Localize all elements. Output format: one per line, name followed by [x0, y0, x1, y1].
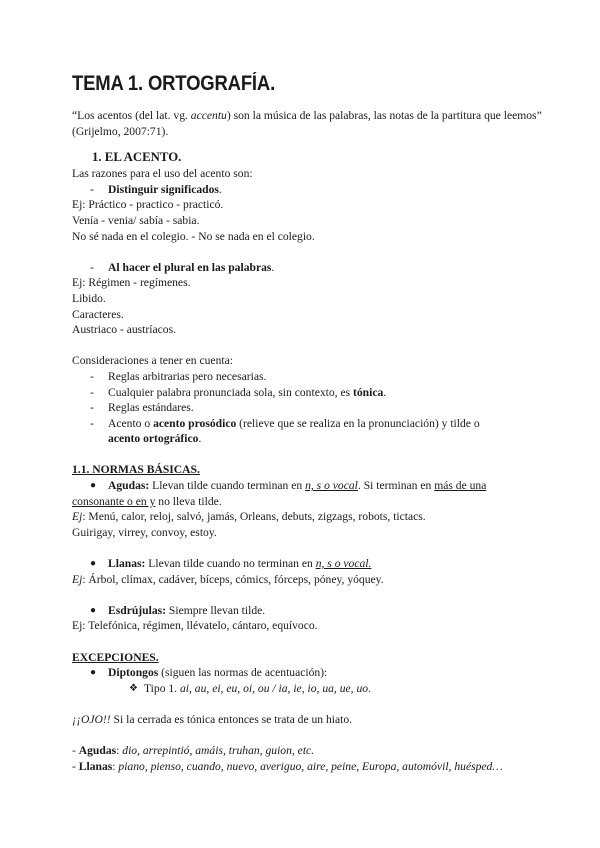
consideration-item: - Reglas arbitrarias pero necesarias.: [90, 369, 267, 383]
document-title: TEMA 1. ORTOGRAFÍA.: [72, 72, 276, 95]
rule-agudas-cont: consonante o en y no lleva tilde.: [72, 494, 222, 508]
agudas-examples: - Agudas: dio, arrepintió, amáis, truhan, guion, etc.: [72, 744, 315, 758]
example-line: Libido.: [72, 291, 106, 305]
rule-esdrujulas: ● Esdrújulas: Siempre llevan tilde.: [90, 603, 266, 617]
quote-citation: (Grijelmo, 2007:71).: [72, 124, 169, 138]
example-line: Ej: Árbol, clímax, cadáver, bíceps, cómics, fórceps, póney, yóquey.: [72, 572, 384, 586]
example-line: Ej: Menú, calor, reloj, salvó, jamás, Orleans, debuts, zigzags, robots, tictacs.: [72, 510, 426, 524]
warning-note: ¡¡OJO!! Si la cerrada es tónica entonces se trata de un hiato.: [72, 712, 353, 726]
reason-item: - Al hacer el plural en las palabras.: [90, 260, 275, 274]
example-line: Caracteres.: [72, 307, 124, 321]
consideration-item: - Reglas estándares.: [90, 401, 194, 415]
exception-diptongos: ● Diptongos (siguen las normas de acentuación):: [90, 666, 328, 680]
bullet-marker: ●: [90, 604, 97, 616]
example-line: Ej: Práctico - practico - practicó.: [72, 198, 224, 212]
llanas-examples: - Llanas: piano, pienso, cuando, nuevo, averiguo, aire, peine, Europa, automóvil, huésped…: [72, 759, 503, 773]
document-body: [72, 108, 542, 774]
reason-item: - Distinguir significados.: [90, 182, 222, 196]
dash-marker: -: [90, 182, 94, 196]
consideration-item: - Acento o acento prosódico (relieve que se realiza en la pronunciación) y tilde o acento ortográfico.: [90, 416, 480, 446]
intro-quote: “Los acentos (del lat. vg. accentu) son la música de las palabras, las notas de la partitura que leemos”: [72, 109, 542, 122]
diptongo-type: ❖ Tipo 1. ai, au, ei, eu, oi, ou / ia, ie, io, ua, ue, uo.: [129, 681, 371, 695]
rule-agudas: ● Agudas: Llevan tilde cuando terminan en n, s o vocal. Si terminan en más de una: [90, 479, 487, 493]
dash-marker: -: [90, 260, 94, 274]
considerations-intro: Consideraciones a tener en cuenta:: [72, 354, 233, 368]
bullet-marker: ●: [90, 558, 97, 570]
quote-term: accentu: [190, 109, 227, 122]
diamond-bullet-icon: ❖: [129, 682, 138, 694]
example-line: Venía - venia/ sabía - sabia.: [72, 213, 200, 227]
section-heading-acento: 1. EL ACENTO.: [92, 150, 182, 165]
section-heading-excepciones: EXCEPCIONES.: [72, 650, 159, 664]
bullet-marker: ●: [90, 667, 97, 679]
consideration-item: - Cualquier palabra pronunciada sola, sin contexto, es tónica.: [90, 385, 387, 399]
section-heading-normas: 1.1. NORMAS BÁSICAS.: [72, 463, 200, 477]
rule-llanas: ● Llanas: Llevan tilde cuando no terminan en n, s o vocal.: [90, 557, 372, 571]
example-line: No sé nada en el colegio. - No se nada en el colegio.: [72, 229, 315, 243]
bullet-marker: ●: [90, 480, 97, 492]
example-line: Austriaco - austríacos.: [72, 323, 176, 337]
example-line: Ej: Régimen - regímenes.: [72, 276, 191, 290]
reasons-intro: Las razones para el uso del acento son:: [72, 167, 253, 181]
example-line: Ej: Telefónica, régimen, llévatelo, cántaro, equívoco.: [72, 619, 318, 633]
example-line: Guirigay, virrey, convoy, estoy.: [72, 525, 217, 539]
